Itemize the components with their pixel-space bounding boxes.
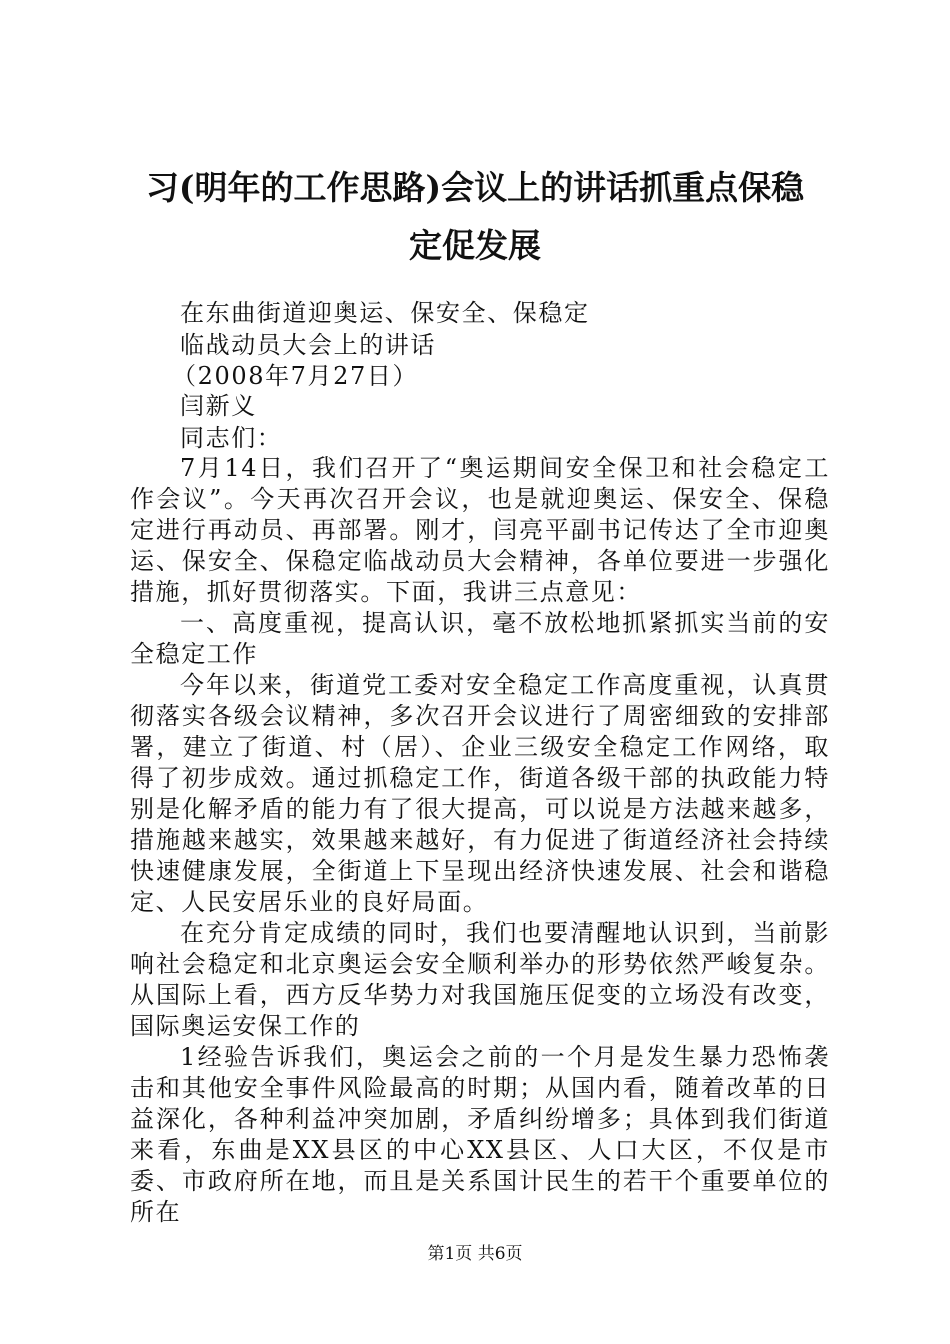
paragraph-achievements: 今年以来，街道党工委对安全稳定工作高度重视，认真贯彻落实各级会议精神，多次召开会议进行了周密细致的安排部署，建立了街道、村（居）、企业三级安全稳定工作网络，取得了初步成效。通过抓稳定工作，街道各级干部的执政能力特别是化解矛盾的能力有了很大提高，可以说是方法越来越多，措施越来越实，效果越来越好，有力促进了街道经济社会持续快速健康发展，全街道上下呈现出经济快速发展、社会和谐稳定、人民安居乐业的良好局面。 xyxy=(130,671,830,916)
document-body xyxy=(130,453,830,1228)
page-number-footer: 第1页 共6页 xyxy=(427,1244,523,1264)
salutation: 同志们： xyxy=(180,424,283,452)
speech-date: （2008年7月27日） xyxy=(172,362,419,390)
paragraph-opening: 7月14日，我们召开了“奥运期间安全保卫和社会稳定工作会议”。今天再次召开会议，也是就迎奥运、保安全、保稳定进行再动员、再部署。刚才，闫亮平副书记传达了全市迎奥运、保安全、保稳定临战动员大会精神，各单位要进一步强化措施，抓好贯彻落实。下面，我讲三点意见： xyxy=(130,454,830,606)
paragraph-situation: 在充分肯定成绩的同时，我们也要清醒地认识到，当前影响社会稳定和北京奥运会安全顺利举办的形势依然严峻复杂。从国际上看，西方反华势力对我国施压促变的立场没有改变，国际奥运安保工作的 xyxy=(130,919,830,1040)
speech-occasion-line-2: 临战动员大会上的讲话 xyxy=(180,331,436,359)
title-line-1: 习(明年的工作思路)会议上的讲话抓重点保稳 xyxy=(145,168,805,207)
speech-occasion-line-1: 在东曲街道迎奥运、保安全、保稳定 xyxy=(180,299,590,327)
speaker-name: 闫新义 xyxy=(180,392,257,420)
title-line-2: 定促发展 xyxy=(409,226,541,265)
section-heading-1: 一、高度重视，提高认识，毫不放松地抓紧抓实当前的安全稳定工作 xyxy=(130,609,830,668)
paragraph-experience: 1经验告诉我们，奥运会之前的一个月是发生暴力恐怖袭击和其他安全事件风险最高的时期；从国内看，随着改革的日益深化，各种利益冲突加剧，矛盾纠纷增多；具体到我们街道来看，东曲是XX县区的中心XX县区、人口大区，不仅是市委、市政府所在地，而且是关系国计民生的若干个重要单位的所在 xyxy=(130,1043,830,1226)
document-title xyxy=(110,159,840,275)
